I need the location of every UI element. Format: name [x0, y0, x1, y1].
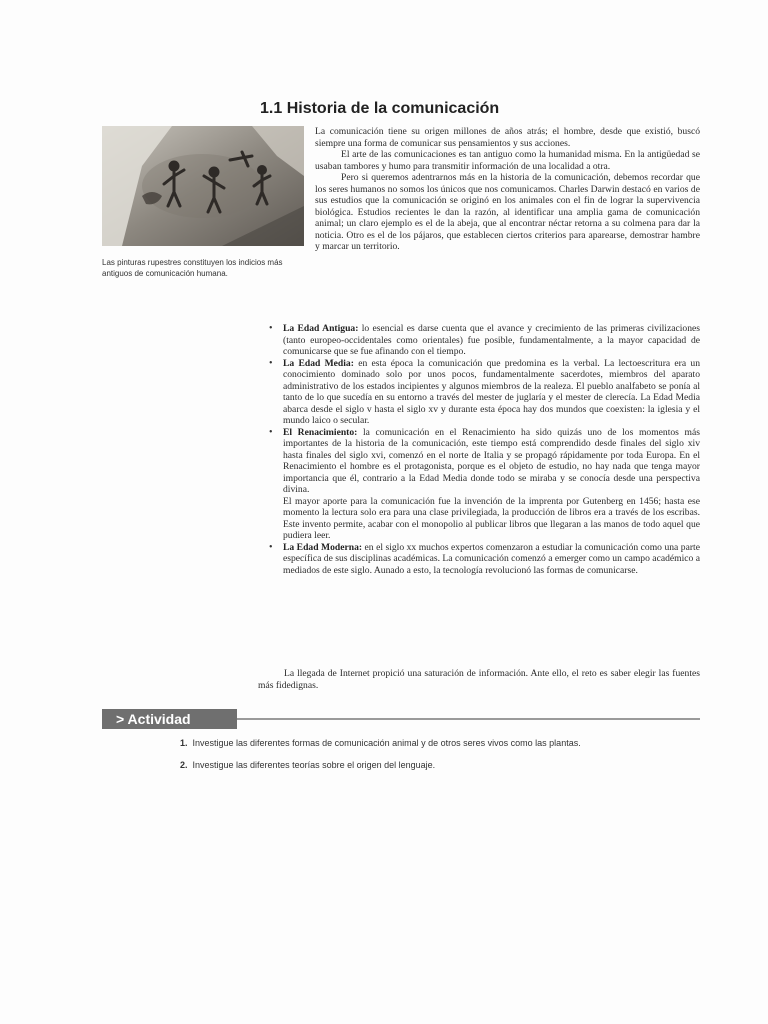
bullet-icon: • — [269, 323, 273, 334]
era-item — [268, 427, 700, 542]
era-text: en el siglo xx muchos expertos comenzaron a estudiar la comunicación como una parte específica de sus disciplinas académicas. La comunicación comenzó a emerger como un campo académico a mediados de este siglo. Aunado a esto, la tecnología revolucionó las formas de comunicarse. — [283, 541, 700, 576]
bullet-icon: • — [269, 541, 273, 553]
cave-painting-image — [102, 126, 304, 246]
era-item — [268, 358, 700, 427]
activity-task-list — [180, 738, 700, 782]
intro-paragraph: Pero si queremos adentrarnos más en la historia de la comunicación, debemos recordar que los seres humanos no somos los únicos que nos comunicamos. Charles Darwin destacó en varios de sus estudios que la comunicación se originó en los animales con el fin de lograr la supervivencia biológica. Estudios recientes le dan la razón, al identificar una amplia gama de comunicación animal; un claro ejemplo es el de la abeja, que al encontrar néctar retorna a su colmena para dar la noticia. Otro es el de los pájaros, que establecen ciertos criterios para aparearse, demostrar hambre y marcar un territorio. — [315, 172, 700, 252]
bullet-icon: • — [269, 426, 273, 438]
task-text: Investigue las diferentes formas de comunicación animal y de otros seres vivos como las plantas. — [192, 738, 581, 748]
task-text: Investigue las diferentes teorías sobre el origen del lenguaje. — [192, 760, 436, 770]
era-text: lo esencial es darse cuenta que el avance y crecimiento de las primeras civilizaciones (tanto europeo-occidentales como orientales) fue posible, fundamentalmente, a la mayor capacidad de comunicarse que se fue afinando con el tiempo. — [283, 323, 700, 357]
closing-paragraph: La llegada de Internet propició una saturación de información. Ante ello, el reto es saber elegir las fuentes más fidedignas. — [258, 668, 700, 691]
era-item — [268, 323, 700, 358]
activity-heading: > Actividad — [102, 709, 237, 729]
section-heading — [260, 100, 499, 118]
activity-divider — [237, 718, 700, 720]
intro-paragraph: El arte de las comunicaciones es tan antiguo como la humanidad misma. En la antigüedad se usaban tambores y humo para transmitir información de una localidad a otra. — [315, 149, 700, 172]
eras-list — [268, 323, 700, 576]
task-number: 1. — [180, 738, 188, 748]
era-text: la comunicación en el Renacimiento ha sido quizás uno de los momentos más importantes de la historia de la comunicación, este tiempo está comprendido desde finales del siglo xiv hasta finales del siglo xvi, comenzó en el norte de Italia y se propagó rápidamente por toda Europa. En el Renacimiento el hombre es el protagonista, porque es el objeto de estudio, no hay nada que tenga mayor importancia que él, contrario a la Edad Media donde todo se miraba y se conocía desde una perspectiva divina. — [283, 426, 700, 495]
intro-text — [315, 126, 700, 253]
era-label: La Edad Antigua: — [283, 323, 359, 334]
image-caption: Las pinturas rupestres constituyen los indicios más antiguos de comunicación humana. — [102, 258, 283, 278]
era-item — [268, 542, 700, 577]
bullet-icon: • — [269, 357, 273, 369]
era-label: El Renacimiento: — [283, 426, 358, 438]
era-label: La Edad Media: — [283, 357, 354, 369]
section-number: 1.1 — [260, 100, 283, 117]
activity-task — [180, 760, 700, 771]
era-extra-text: El mayor aporte para la comunicación fue la invención de la imprenta por Gutenberg en 1456; hasta ese momento la lectura solo era para una clase privilegiada, la producción de libros era a través de los escribas. Este invento permite, acabar con el monopolio al publicar libros que llegaran a las manos de todo aquel que pudiera leer. — [283, 495, 700, 541]
era-label: La Edad Moderna: — [283, 541, 363, 553]
era-text: en esta época la comunicación que predomina es la verbal. La lectoescritura era un conocimiento dominado solo por unos pocos, fundamentalmente sacerdotes, miembros del aparato administrativo de los estados incipientes y algunos miembros de la realeza. El pueblo analfabeto se ponía al tanto de lo que sucedía en su entorno a través del mester de juglaría y el mester de clerecía. La Edad Media abarca desde el siglo v hasta el siglo xv y durante esta época hay dos mundos que coexisten: la iglesia y el mundo laico o secular. — [283, 357, 700, 426]
section-title: Historia de la comunicación — [286, 100, 500, 117]
activity-task — [180, 738, 700, 749]
intro-paragraph: La comunicación tiene su origen millones de años atrás; el hombre, desde que existió, buscó siempre una forma de comunicar sus pensamientos y sus acciones. — [315, 126, 700, 149]
task-number: 2. — [180, 760, 188, 770]
